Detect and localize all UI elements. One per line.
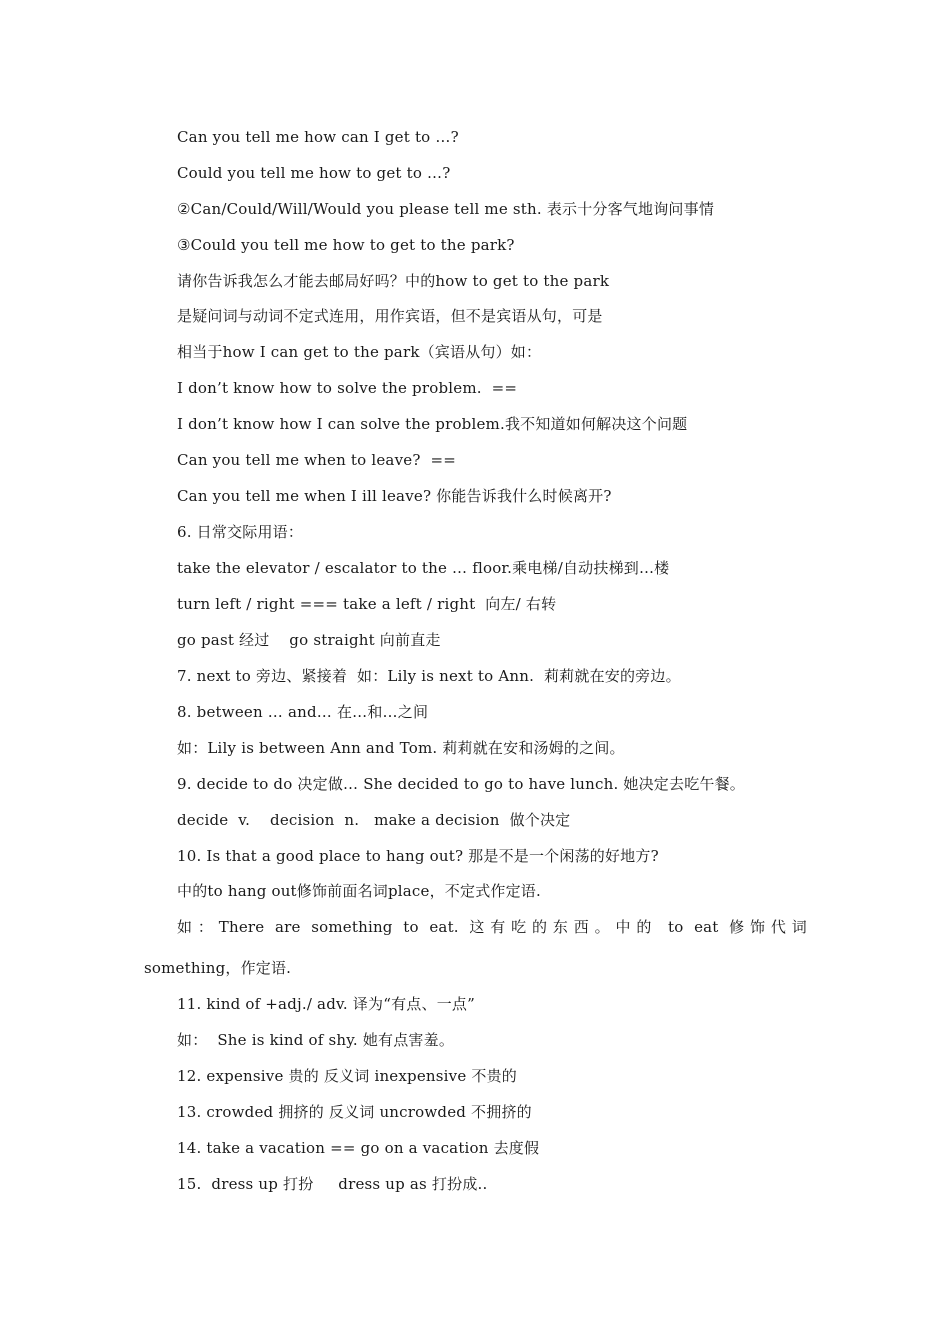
text-line: 是疑问词与动词不定式连用，用作宾语，但不是宾语从句，可是 (177, 307, 603, 325)
text-line: 相当于how I can get to the park（宾语从句）如： (177, 343, 542, 361)
text-line: I don’t know how to solve the problem. == (177, 379, 518, 397)
text-line: 8. between … and… 在…和…之间 (177, 703, 429, 721)
text-line: 14. take a vacation == go on a vacation 去度假 (177, 1139, 540, 1157)
text-line: 如： She is kind of shy. 她有点害羞。 (177, 1031, 455, 1049)
text-line: Can you tell me when to leave? == (177, 451, 457, 469)
text-line: 中的to hang out修饰前面名词place，不定式作定语. (177, 882, 541, 900)
section-heading: 6. 日常交际用语： (177, 523, 304, 541)
text-line: Can you tell me how can I get to …? (177, 128, 459, 146)
text-line: something，作定语. (144, 959, 292, 977)
text-line: go past 经过 go straight 向前直走 (177, 631, 441, 649)
text-line: 11. kind of +adj./ adv. 译为“有点、一点” (177, 995, 475, 1013)
text-line: 12. expensive 贵的 反义词 inexpensive 不贵的 (177, 1067, 517, 1085)
text-line: 15. dress up 打扮 dress up as 打扮成.. (177, 1175, 488, 1193)
text-line: I don’t know how I can solve the problem.我不知道如何解决这个问题 (177, 415, 688, 433)
text-line: ②Can/Could/Will/Would you please tell me sth. 表示十分客气地询问事情 (177, 200, 715, 218)
text-line: ③Could you tell me how to get to the park? (177, 236, 515, 254)
text-line: 如：There are something to eat. 这有吃的东西。中的 to eat 修饰代词 (177, 918, 807, 936)
text-line: turn left / right === take a left / right 向左/ 右转 (177, 595, 557, 613)
text-line: decide v. decision n. make a decision 做个决定 (177, 811, 571, 829)
text-line: 如：Lily is between Ann and Tom. 莉莉就在安和汤姆的之间。 (177, 739, 625, 757)
text-line: Can you tell me when I ill leave? 你能告诉我什么时候离开? (177, 487, 612, 505)
text-line: take the elevator / escalator to the … floor.乘电梯/自动扶梯到…楼 (177, 559, 670, 577)
text-line: 请你告诉我怎么才能去邮局好吗？中的how to get to the park (177, 272, 610, 290)
text-line: Could you tell me how to get to …? (177, 164, 451, 182)
text-line: 13. crowded 拥挤的 反义词 uncrowded 不拥挤的 (177, 1103, 532, 1121)
text-line: 7. next to 旁边、紧接着 如：Lily is next to Ann. 莉莉就在安的旁边。 (177, 667, 681, 685)
text-line: 9. decide to do 决定做… She decided to go to have lunch. 她决定去吃午餐。 (177, 775, 746, 793)
text-line: 10. Is that a good place to hang out? 那是不是一个闲荡的好地方? (177, 847, 659, 865)
